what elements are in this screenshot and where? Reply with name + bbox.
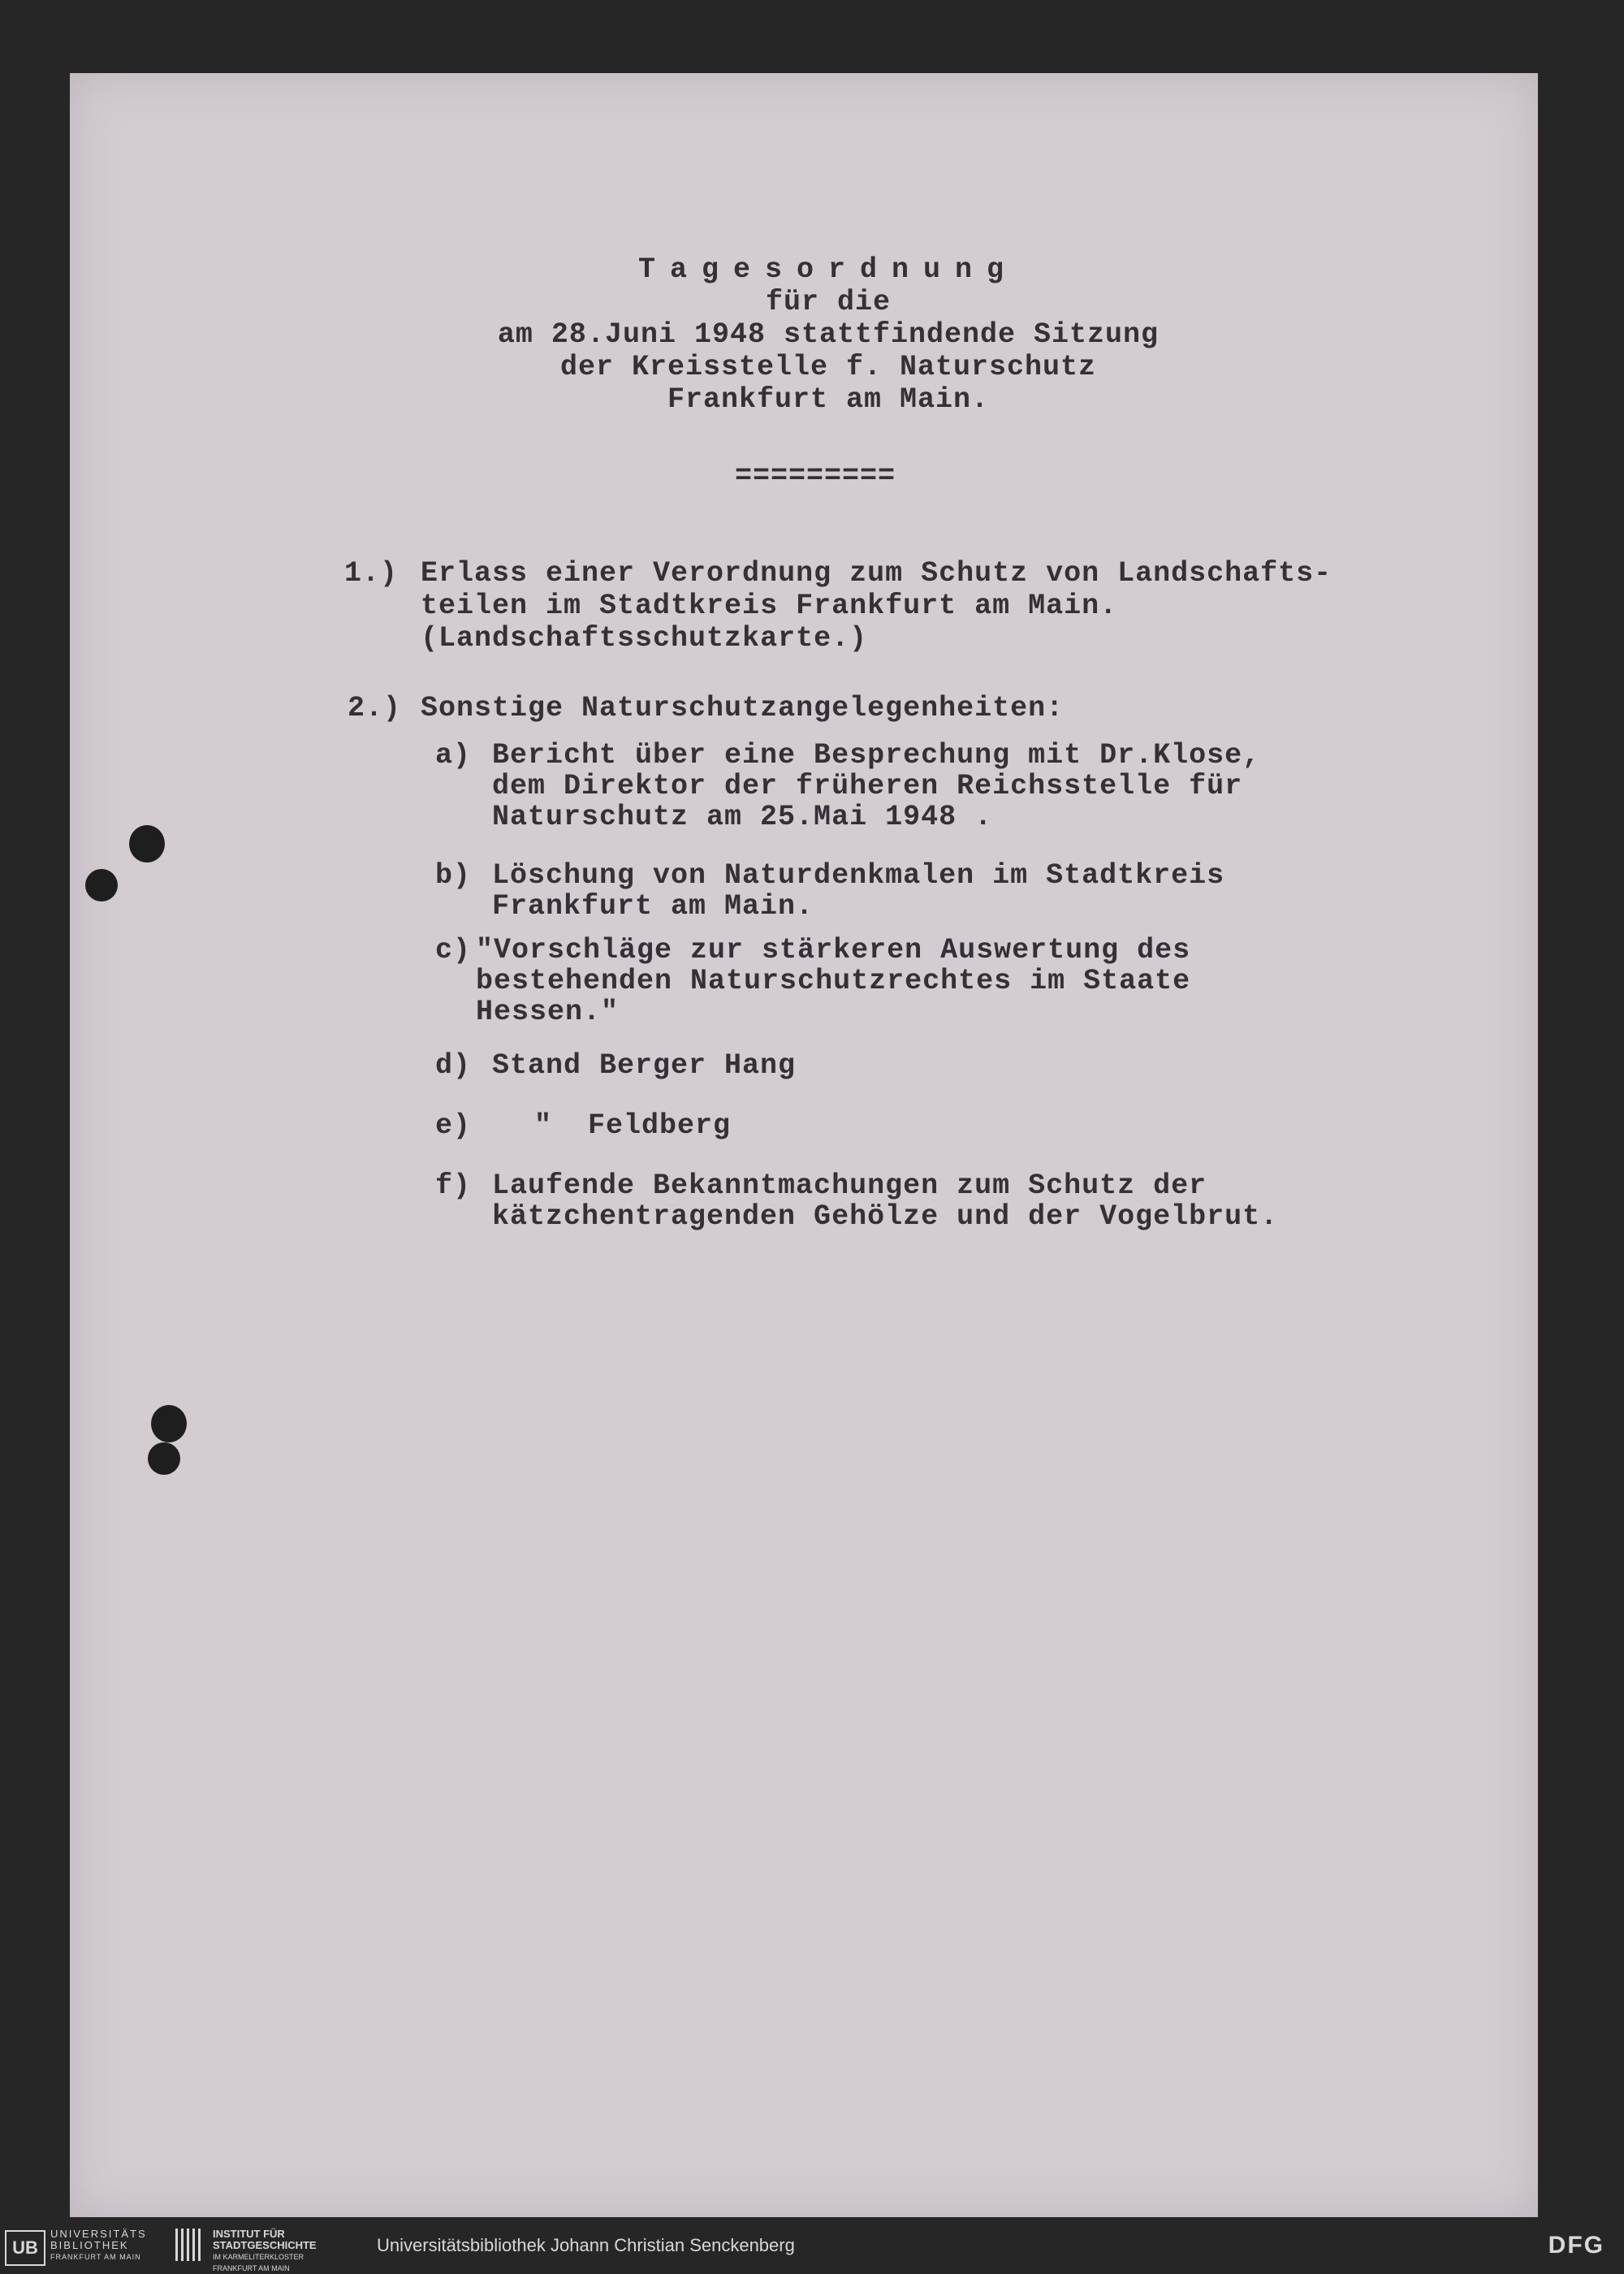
subitem-a-label: a) bbox=[435, 739, 472, 772]
subitem-f-line-1: Laufende Bekanntmachungen zum Schutz der bbox=[492, 1169, 1207, 1202]
subitem-d-line-1: Stand Berger Hang bbox=[492, 1049, 797, 1082]
agenda-title: Tagesordnung bbox=[637, 253, 1019, 286]
subitem-c-line-1: "Vorschläge zur stärkeren Auswertung des bbox=[476, 934, 1191, 966]
institute-name-3: IM KARMELITERKLOSTER bbox=[213, 2253, 304, 2261]
heading-line-2: für die bbox=[765, 286, 892, 318]
item-1-line-2: teilen im Stadtkreis Frankfurt am Main. bbox=[421, 590, 1118, 622]
institute-logo-icon bbox=[175, 2229, 203, 2261]
footer-bar bbox=[0, 2217, 1624, 2272]
heading-line-5: Frankfurt am Main. bbox=[667, 383, 990, 416]
institute-name-2: STADTGESCHICHTE bbox=[213, 2239, 317, 2251]
subitem-c-label: c) bbox=[435, 934, 472, 966]
subitem-c-line-2: bestehenden Naturschutzrechtes im Staate bbox=[476, 965, 1191, 997]
punch-hole-lower-2 bbox=[148, 1442, 180, 1475]
subitem-b-label: b) bbox=[435, 859, 472, 892]
library-name-1: UNIVERSITÄTS bbox=[50, 2228, 147, 2240]
ub-logo: UB bbox=[5, 2230, 45, 2266]
subitem-c-line-3: Hessen." bbox=[476, 996, 620, 1028]
subitem-a-line-1: Bericht über eine Besprechung mit Dr.Klose, bbox=[492, 739, 1261, 772]
item-1-line-3: (Landschaftsschutzkarte.) bbox=[421, 622, 868, 655]
punch-hole-upper bbox=[129, 825, 165, 862]
subitem-a-line-2: dem Direktor der früheren Reichsstelle für bbox=[492, 770, 1243, 802]
subitem-a-line-3: Naturschutz am 25.Mai 1948 . bbox=[492, 801, 993, 833]
item-2-number: 2.) bbox=[348, 692, 402, 724]
subitem-f-label: f) bbox=[435, 1169, 472, 1202]
heading-line-4: der Kreisstelle f. Naturschutz bbox=[559, 351, 1097, 383]
subitem-d-label: d) bbox=[435, 1049, 472, 1082]
subitem-f-line-2: kätzchentragenden Gehölze und der Vogelbrut. bbox=[492, 1200, 1279, 1233]
subitem-e-line-1: " Feldberg bbox=[534, 1109, 732, 1142]
institute-name-4: FRANKFURT AM MAIN bbox=[213, 2264, 290, 2272]
item-1-number: 1.) bbox=[344, 557, 399, 590]
item-1-line-1: Erlass einer Verordnung zum Schutz von Landschafts- bbox=[421, 557, 1332, 590]
subitem-b-line-1: Löschung von Naturdenkmalen im Stadtkreis bbox=[492, 859, 1225, 892]
agenda-heading bbox=[422, 253, 1234, 416]
punch-hole-lower bbox=[151, 1405, 187, 1442]
heading-line-3: am 28.Juni 1948 stattfindende Sitzung bbox=[497, 318, 1160, 351]
separator-line: ========= bbox=[735, 460, 896, 492]
dfg-logo: DFG bbox=[1548, 2232, 1605, 2259]
institute-name-1: INSTITUT FÜR bbox=[213, 2228, 285, 2240]
library-name-3: FRANKFURT AM MAIN bbox=[50, 2253, 141, 2261]
subitem-b-line-2: Frankfurt am Main. bbox=[492, 890, 814, 923]
punch-hole-upper-lower bbox=[85, 869, 118, 901]
library-name-2: BIBLIOTHEK bbox=[50, 2239, 129, 2251]
institute-name bbox=[213, 2229, 317, 2274]
item-2-line-1: Sonstige Naturschutzangelegenheiten: bbox=[421, 692, 1065, 724]
library-name bbox=[50, 2229, 147, 2263]
subitem-e-label: e) bbox=[435, 1109, 472, 1142]
library-credit: Universitätsbibliothek Johann Christian Senckenberg bbox=[377, 2235, 795, 2255]
